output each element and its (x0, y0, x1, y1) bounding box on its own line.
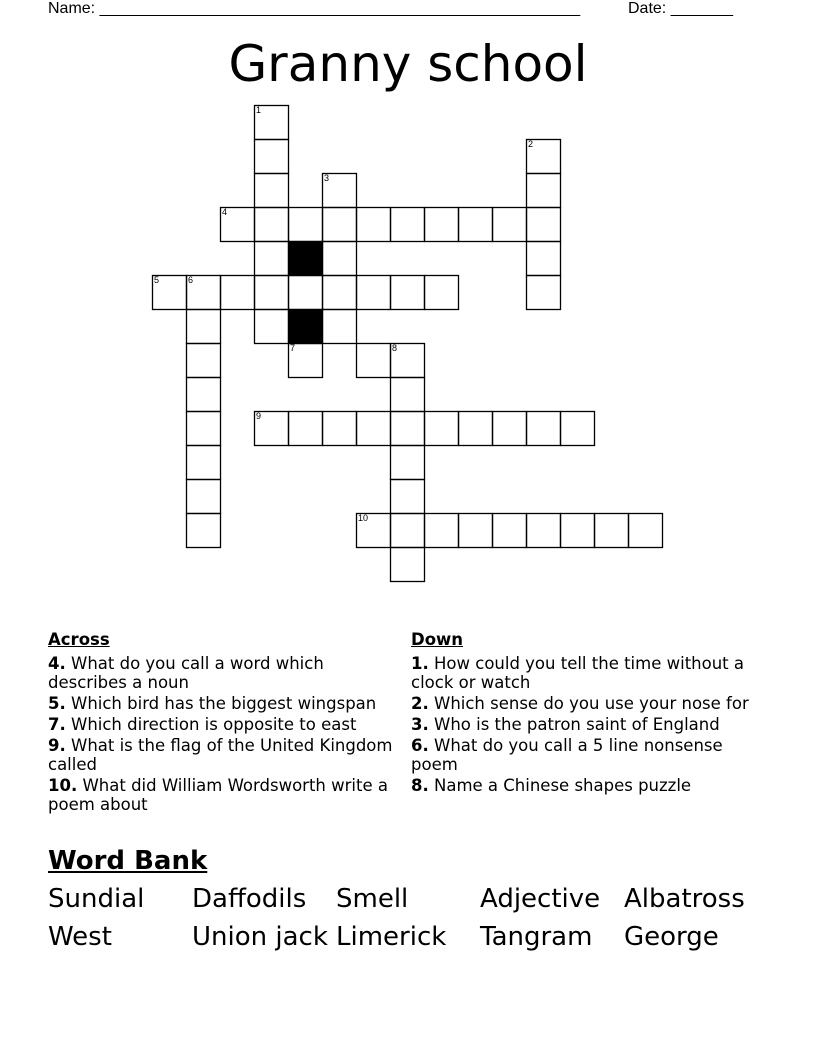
date-field[interactable]: Date: _______ (628, 0, 733, 17)
grid-cell[interactable] (356, 411, 390, 445)
clue-num: 10. (48, 776, 78, 795)
grid-cell[interactable] (424, 275, 458, 309)
grid-cell[interactable] (390, 343, 424, 377)
word-bank-item: Adjective (480, 884, 601, 914)
clue-text: Which bird has the biggest wingspan (71, 694, 377, 713)
clue-num: 3. (411, 715, 429, 734)
grid-cell[interactable] (186, 513, 220, 547)
grid-cell[interactable] (186, 377, 220, 411)
grid-cell[interactable] (560, 411, 594, 445)
grid-cell[interactable] (186, 309, 220, 343)
clue-number: 10 (358, 513, 369, 523)
across-clue (48, 776, 398, 814)
grid-cell[interactable] (356, 343, 390, 377)
grid-cell[interactable] (254, 411, 288, 445)
clue-number: 5 (154, 275, 160, 285)
word-bank-item: Albatross (624, 884, 745, 914)
grid-cell[interactable] (254, 275, 288, 309)
grid-cell[interactable] (220, 207, 254, 241)
grid-cell[interactable] (458, 513, 492, 547)
clue-num: 5. (48, 694, 66, 713)
down-clue (411, 715, 761, 734)
clue-text: What did William Wordsworth write a poem about (48, 776, 388, 814)
grid-cell[interactable] (526, 513, 560, 547)
grid-cell[interactable] (322, 275, 356, 309)
grid-cell[interactable] (254, 207, 288, 241)
grid-cell[interactable] (560, 513, 594, 547)
black-cell (288, 241, 322, 275)
across-heading: Across (48, 630, 110, 649)
clue-text: How could you tell the time without a clock or watch (411, 654, 744, 692)
clue-number: 8 (392, 343, 398, 353)
clue-num: 8. (411, 776, 429, 795)
grid-cell[interactable] (526, 275, 560, 309)
grid-cell[interactable] (254, 139, 288, 173)
clue-number: 6 (188, 275, 194, 285)
across-clue (48, 694, 398, 713)
across-clues (48, 630, 398, 816)
grid-cell[interactable] (186, 275, 220, 309)
grid-cell[interactable] (322, 411, 356, 445)
grid-cell[interactable] (390, 207, 424, 241)
grid-cell[interactable] (390, 411, 424, 445)
grid-cell[interactable] (424, 411, 458, 445)
clue-num: 7. (48, 715, 66, 734)
grid-cell[interactable] (254, 241, 288, 275)
grid-cell[interactable] (322, 207, 356, 241)
clue-text: Which direction is opposite to east (71, 715, 357, 734)
grid-cell[interactable] (186, 343, 220, 377)
grid-cell[interactable] (288, 411, 322, 445)
grid-cell[interactable] (492, 411, 526, 445)
down-clue (411, 736, 761, 774)
grid-cell[interactable] (186, 479, 220, 513)
grid-cell[interactable] (186, 445, 220, 479)
grid-cell[interactable] (288, 343, 322, 377)
grid-cell[interactable] (390, 547, 424, 581)
grid-cell[interactable] (492, 207, 526, 241)
clue-text: Who is the patron saint of England (434, 715, 720, 734)
grid-cell[interactable] (458, 411, 492, 445)
grid-cell[interactable] (424, 207, 458, 241)
grid-cell[interactable] (492, 513, 526, 547)
word-bank-item: Limerick (336, 922, 447, 952)
grid-cell[interactable] (390, 377, 424, 411)
clue-num: 2. (411, 694, 429, 713)
grid-cell[interactable] (390, 275, 424, 309)
word-bank-heading: Word Bank (48, 846, 208, 876)
grid-cell[interactable] (356, 513, 390, 547)
grid-cell[interactable] (458, 207, 492, 241)
word-bank-item: Union jack (192, 922, 328, 952)
across-clue (48, 736, 398, 774)
word-bank-item: George (624, 922, 719, 952)
word-bank-item: Sundial (48, 884, 145, 914)
down-clue (411, 694, 761, 713)
grid-cell[interactable] (390, 479, 424, 513)
word-bank-item: West (48, 922, 112, 952)
grid-cell[interactable] (322, 309, 356, 343)
grid-cell[interactable] (356, 207, 390, 241)
grid-cell[interactable] (526, 207, 560, 241)
grid-cell[interactable] (322, 173, 356, 207)
clue-number: 3 (324, 173, 330, 183)
grid-cell[interactable] (152, 275, 186, 309)
clue-num: 1. (411, 654, 429, 673)
down-clues (411, 630, 761, 797)
grid-cell[interactable] (424, 513, 458, 547)
grid-cell[interactable] (526, 139, 560, 173)
grid-cell[interactable] (526, 241, 560, 275)
grid-cell[interactable] (322, 241, 356, 275)
clue-number: 1 (256, 105, 262, 115)
word-bank-item: Smell (336, 884, 409, 914)
black-cell (288, 309, 322, 343)
clue-num: 9. (48, 736, 66, 755)
clue-number: 4 (222, 207, 228, 217)
word-bank (48, 880, 768, 956)
across-clue (48, 715, 398, 734)
grid-cell[interactable] (288, 275, 322, 309)
down-clue (411, 654, 761, 692)
word-bank-item: Daffodils (192, 884, 307, 914)
name-field[interactable]: Name: ______________________________________________________ (48, 0, 581, 17)
grid-cell[interactable] (594, 513, 628, 547)
grid-cell[interactable] (288, 207, 322, 241)
clue-text: What is the flag of the United Kingdom called (48, 736, 393, 774)
clue-number: 7 (290, 343, 296, 353)
down-clue (411, 776, 761, 795)
word-bank-item: Tangram (480, 922, 593, 952)
grid-cell[interactable] (186, 411, 220, 445)
grid-cell[interactable] (254, 173, 288, 207)
clue-num: 6. (411, 736, 429, 755)
clue-text: What do you call a 5 line nonsense poem (411, 736, 723, 774)
grid-cell[interactable] (390, 513, 424, 547)
clue-text: Name a Chinese shapes puzzle (434, 776, 692, 795)
grid-cell[interactable] (628, 513, 662, 547)
clue-number: 2 (528, 139, 534, 149)
clue-num: 4. (48, 654, 66, 673)
clue-text: Which sense do you use your nose for (434, 694, 749, 713)
down-heading: Down (411, 630, 464, 649)
grid-cell[interactable] (254, 105, 288, 139)
page-title: Granny school (228, 35, 588, 93)
grid-cell[interactable] (526, 173, 560, 207)
across-clue (48, 654, 398, 692)
clue-number: 9 (256, 411, 262, 421)
grid-cell[interactable] (526, 411, 560, 445)
grid-cell[interactable] (220, 275, 254, 309)
clue-text: What do you call a word which describes a noun (48, 654, 324, 692)
grid-cell[interactable] (254, 309, 288, 343)
grid-cell[interactable] (390, 445, 424, 479)
grid-cell[interactable] (356, 275, 390, 309)
